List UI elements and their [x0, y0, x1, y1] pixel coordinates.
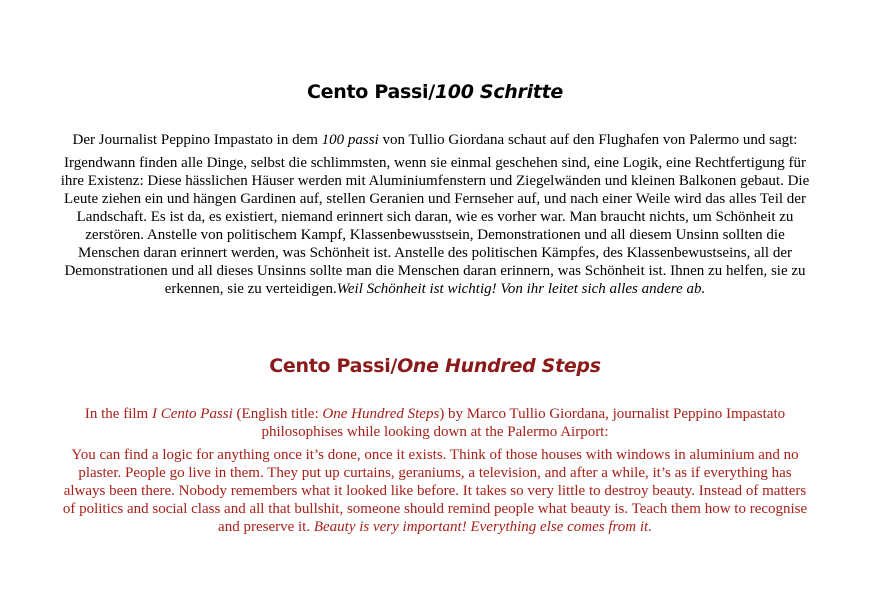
- english-heading: [0, 355, 870, 377]
- german-intro: [58, 131, 812, 149]
- english-intro-middle: (English title:: [232, 406, 323, 422]
- english-quote-italic: Beauty is very important! Everything else comes from it.: [313, 519, 652, 535]
- english-intro: [58, 405, 812, 441]
- english-intro-after: ) by Marco Tullio Giordana, journalist Peppino Impastato philosophises while looking down at the Palermo Airport:: [261, 406, 786, 440]
- german-heading-italic: 100 Schritte: [434, 81, 563, 103]
- english-intro-english-title: One Hundred Steps: [322, 406, 440, 422]
- german-heading-main: Cento Passi/: [307, 81, 435, 103]
- german-quote: [58, 154, 812, 298]
- english-quote-text: You can find a logic for anything once it’s done, once it exists. Think of those houses with windows in aluminium and no plaster. People go live in them. They put up curtains, geraniums, a television, and after a while, it’s as if everything has always been there. Nobody remembers what it looked like before. It takes so very little to destroy beauty. Instead of matters of politics and social class and all that bullshit, someone should remind people what beauty is. Teach them how to recognise and preserve it.: [62, 447, 808, 535]
- english-heading-italic: One Hundred Steps: [397, 355, 601, 377]
- german-intro-before: Der Journalist Peppino Impastato in dem: [72, 132, 322, 148]
- english-intro-before: In the film: [84, 406, 152, 422]
- english-heading-main: Cento Passi/: [269, 355, 398, 377]
- german-quote-text: Irgendwann finden alle Dinge, selbst die schlimmsten, wenn sie einmal geschehen sind, eine Logik, eine Rechtfertigung für ihre Existenz: Diese hässlichen Häuser werden mit Aluminiumfenstern und Ziegelwänden und kleinen Balkonen gebaut. Die Leute ziehen ein und hängen Gardinen auf, stellen Geranien und Fernseher auf, und nach einer Weile wird das alles Teil der Landschaft. Es ist da, es existiert, niemand erinnert sich daran, wie es vorher war. Man braucht nichts, um Schönheit zu zerstören. Anstelle von politischem Kampf, Klassenbewusstsein, Demonstrationen und all diesem Unsinn sollten die Menschen daran erinnert werden, was Schönheit ist. Anstelle des politischen Kämpfes, des Klassenbewustseins, all der Demonstrationen und all dieses Unsinns sollte man die Menschen daran erinnern, was Schönheit ist. Ihnen zu helfen, sie zu erkennen, sie zu verteidigen.: [60, 155, 810, 297]
- german-intro-film-title: 100 passi: [321, 132, 379, 148]
- german-quote-italic: Weil Schönheit ist wichtig! Von ihr leitet sich alles andere ab.: [336, 281, 706, 297]
- german-intro-after: von Tullio Giordana schaut auf den Flughafen von Palermo und sagt:: [378, 132, 798, 148]
- english-quote: [58, 446, 812, 536]
- english-intro-film-title: I Cento Passi: [151, 406, 233, 422]
- german-heading: [0, 81, 870, 103]
